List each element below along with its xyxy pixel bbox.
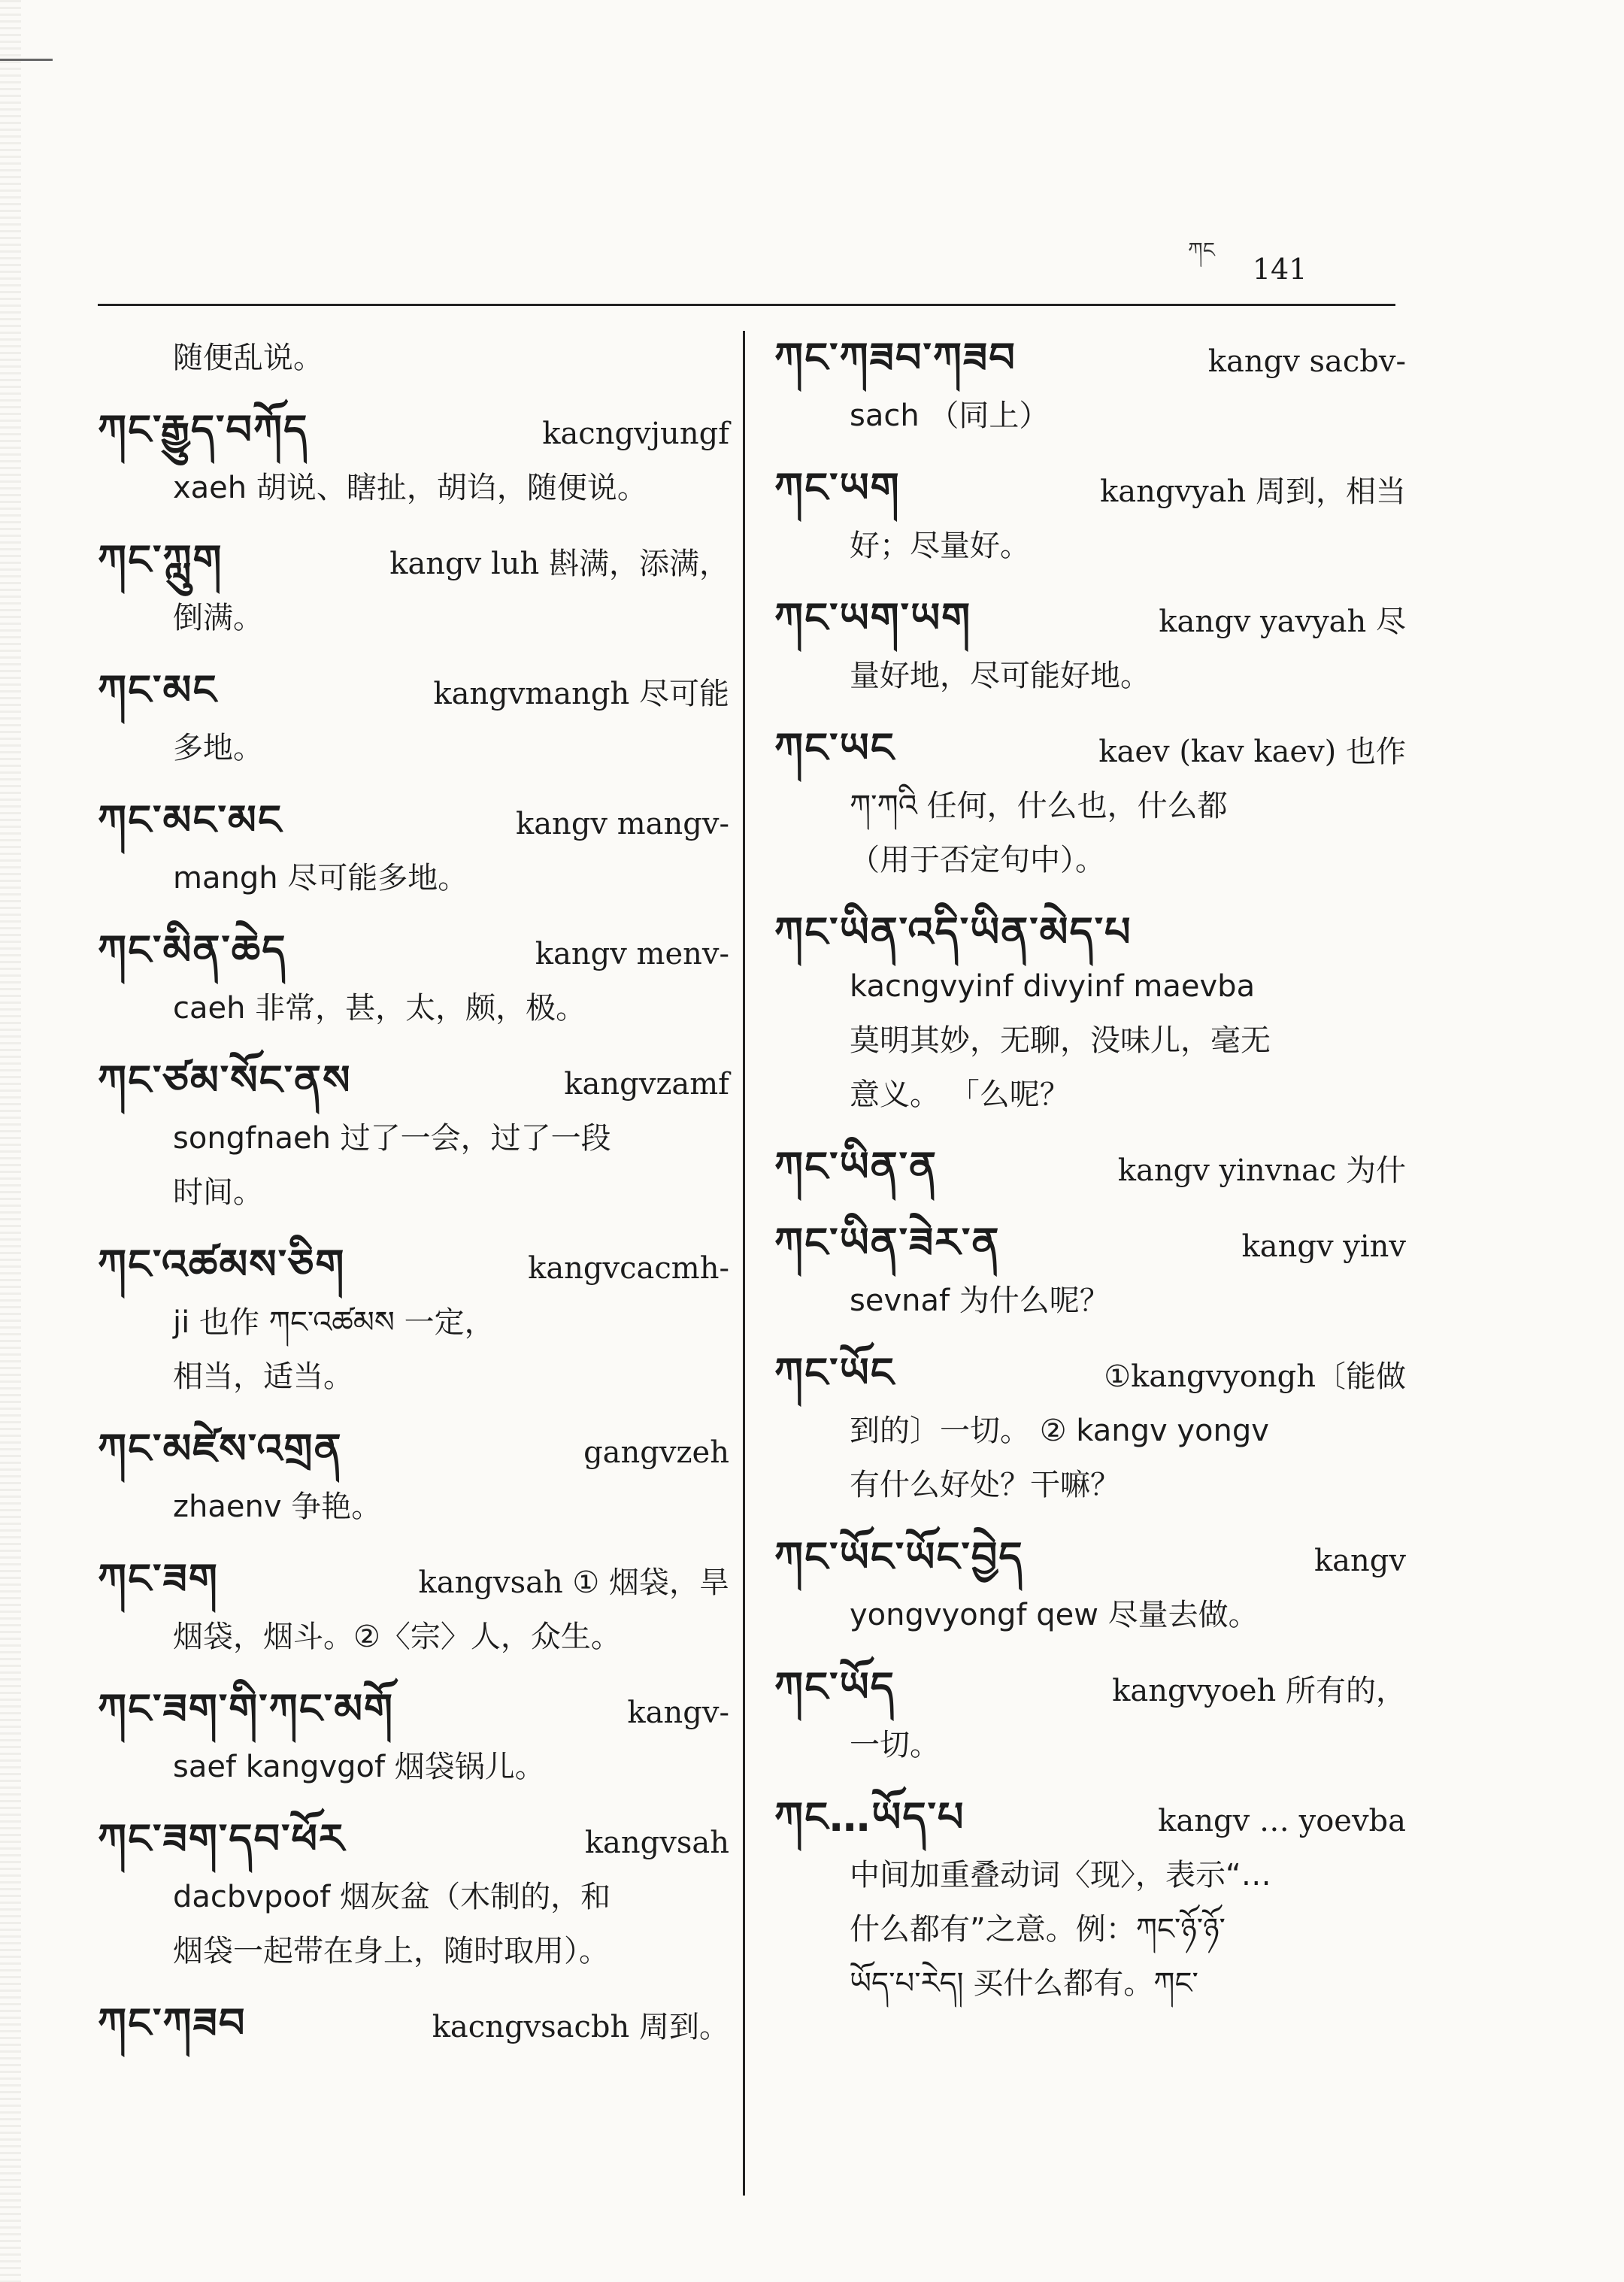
romanization: kangv yavyah 尽 xyxy=(1159,605,1406,639)
entry-headline xyxy=(774,1216,1406,1274)
romanization: kangv … yoevba xyxy=(1158,1804,1406,1838)
tibetan-headword: ཀང…ཡོད་པ xyxy=(774,1793,965,1841)
definition-line: 到的〕一切。 ② kangv yongv xyxy=(850,1414,1269,1448)
definition-line: saef kangvgof 烟袋锅儿。 xyxy=(173,1750,545,1784)
dictionary-entry xyxy=(98,793,729,905)
definition-line: caeh 非常，甚，太，颇，极。 xyxy=(173,991,586,1026)
romanization: kangv menv- xyxy=(535,937,729,971)
tibetan-headword: ཀང་ཟག་གི་ཀང་མགོ xyxy=(98,1685,395,1732)
romanization: ①kangvyongh〔能做 xyxy=(1104,1359,1406,1394)
entry-headline xyxy=(98,793,729,851)
definition-line: zhaenv 争艳。 xyxy=(173,1490,382,1524)
tibetan-headword: ཀང་ཡག་ཡག xyxy=(774,594,972,641)
dictionary-entry xyxy=(98,663,729,775)
dictionary-entry xyxy=(98,1053,729,1220)
tibetan-headword: ཀང་ཡག xyxy=(774,464,901,511)
entry-headline xyxy=(98,403,729,461)
entry-headline xyxy=(98,1552,729,1610)
tibetan-headword: ཀང་ཡོང xyxy=(774,1349,895,1396)
definition-line: 有什么好处？干嘛？ xyxy=(850,1468,1120,1502)
entry-headline xyxy=(98,923,729,981)
dictionary-entry xyxy=(774,1140,1406,1198)
romanization: kangvmangh 尽可能 xyxy=(433,677,729,711)
entry-headline xyxy=(98,1812,729,1870)
dictionary-entry xyxy=(98,1996,729,2054)
definition-line: yongvyongf qew 尽量去做。 xyxy=(850,1598,1259,1632)
dictionary-entry xyxy=(98,533,729,645)
dictionary-entry xyxy=(98,403,729,515)
tibetan-headword: ཀང་ཀླུག xyxy=(98,536,223,583)
definition-line: 时间。 xyxy=(173,1175,263,1210)
definition-line: （用于否定句中）。 xyxy=(850,843,1105,877)
entry-headline xyxy=(98,1238,729,1296)
tibetan-headword: ཀང་རྒྱུད་བཀོད xyxy=(98,406,309,453)
romanization: kangv luh 斟满，添满， xyxy=(389,547,729,581)
running-head xyxy=(1188,238,1376,286)
romanization: kacngvsacbh 周到。 xyxy=(432,2010,729,2044)
tibetan-headword: ཀང་མཛེས་འགྲན xyxy=(98,1425,343,1472)
dictionary-entry xyxy=(98,1552,729,1664)
romanization: kangvcacmh- xyxy=(528,1251,729,1286)
definition-line: 多地。 xyxy=(173,731,263,765)
entry-headline xyxy=(774,1346,1406,1404)
definition-line: 烟袋一起带在身上，随时取用）。 xyxy=(173,1934,609,1968)
dictionary-entry xyxy=(98,1238,729,1404)
romanization: kacngvjungf xyxy=(542,417,729,451)
definition-line: sevnaf 为什么呢？ xyxy=(850,1283,1110,1318)
tibetan-headword: ཀང་ཟག xyxy=(98,1555,219,1602)
romanization: kaev (kav kaev) 也作 xyxy=(1098,735,1406,769)
definition-line: ཀ་ཀའི 任何，什么也，什么都 xyxy=(850,789,1228,823)
entry-headline xyxy=(774,591,1406,649)
romanization: kangv sacbv- xyxy=(1207,344,1406,379)
definition-line: 倒满。 xyxy=(173,601,263,635)
romanization: kangvsah ① 烟袋，旱 xyxy=(418,1565,729,1600)
definition-line: 意义。 「么呢？ xyxy=(850,1077,1070,1112)
tibetan-headword: ཀང་ཀཟབ xyxy=(98,1999,247,2047)
dictionary-entry xyxy=(774,461,1406,573)
definition-line: songfnaeh 过了一会，过了一段 xyxy=(173,1121,611,1156)
definition-line: ji 也作 ཀང་འཚམས 一定， xyxy=(173,1305,495,1340)
definition-line: 量好地，尽可能好地。 xyxy=(850,659,1150,693)
definition-line: 中间加重叠动词〈现〉，表示“… xyxy=(850,1858,1271,1893)
romanization: kangvzamf xyxy=(564,1067,729,1102)
tibetan-headword: ཀང་ཡོད xyxy=(774,1663,895,1711)
left-column xyxy=(98,331,729,2072)
right-column xyxy=(774,331,1406,2029)
romanization: kangvyah 周到，相当 xyxy=(1100,474,1406,509)
definition-line: 莫明其妙，无聊，没味儿，毫无 xyxy=(850,1023,1271,1058)
dictionary-entry xyxy=(774,1530,1406,1642)
dictionary-entry xyxy=(774,331,1406,443)
dictionary-entry xyxy=(774,1346,1406,1512)
definition-line: kacngvyinf divyinf maevba xyxy=(850,969,1256,1004)
dictionary-entry xyxy=(774,591,1406,703)
tibetan-headword: ཀང་ཡོང་ཡོང་བྱེད xyxy=(774,1533,1024,1580)
romanization: kangv yinv xyxy=(1241,1229,1406,1264)
tibetan-headword: ཀང་འཚམས་ཅིག xyxy=(98,1241,346,1288)
tibetan-headword: ཀང་ཀཟབ་ཀཟབ xyxy=(774,334,1017,381)
column-divider xyxy=(743,331,745,2196)
entry-headline xyxy=(774,721,1406,779)
entry-headline xyxy=(98,533,729,591)
romanization: kangv- xyxy=(627,1696,729,1730)
dictionary-entry xyxy=(98,1422,729,1534)
tibetan-headword: ཀང་མང་མང xyxy=(98,796,283,844)
tibetan-headword: ཀང་མིན་ཆེད xyxy=(98,926,287,974)
entry-headline xyxy=(774,1530,1406,1588)
running-head-tibetan: ཀང xyxy=(1188,238,1215,262)
definition-line: 一切。 xyxy=(850,1728,940,1762)
definition-line: sach （同上） xyxy=(850,399,1050,433)
scan-edge-noise xyxy=(0,0,21,2282)
dictionary-entry xyxy=(98,1812,729,1978)
entry-headline xyxy=(774,461,1406,519)
tibetan-headword: ཀང་ཡང xyxy=(774,724,895,771)
entry-headline xyxy=(98,1053,729,1111)
entry-headline xyxy=(774,1790,1406,1848)
dictionary-entry xyxy=(98,1682,729,1794)
tibetan-headword: ཀང་ཡིན་འདི་ཡིན་མེད་པ xyxy=(774,908,1132,956)
dictionary-entry xyxy=(774,1216,1406,1328)
definition-line: 什么都有”之意。例：ཀང་ཉོ་ཉོ་ xyxy=(850,1912,1226,1947)
romanization: kangv mangv- xyxy=(515,807,729,841)
tibetan-headword: ཀང་ཡིན་ན xyxy=(774,1143,938,1190)
entry-headline xyxy=(774,1660,1406,1718)
definition-line: xaeh 胡说、瞎扯，胡诌，随便说。 xyxy=(173,471,647,505)
definition-line: mangh 尽可能多地。 xyxy=(173,861,468,896)
dictionary-entry xyxy=(774,1660,1406,1772)
page-number: 141 xyxy=(1252,253,1307,286)
romanization: kangv xyxy=(1313,1544,1406,1578)
tibetan-headword: ཀང་ཙམ་སོང་ནས xyxy=(98,1056,352,1104)
definition-line: 好；尽量好。 xyxy=(850,529,1030,563)
dictionary-entry xyxy=(98,923,729,1035)
definition-line: 烟袋，烟斗。②〈宗〉人，众生。 xyxy=(173,1620,621,1654)
definition-line: 相当，适当。 xyxy=(173,1359,353,1394)
entry-headline xyxy=(98,663,729,721)
scan-mark xyxy=(0,59,53,61)
header-rule xyxy=(98,304,1395,306)
tibetan-headword: ཀང་ཟག་དབ་ཕོར xyxy=(98,1815,346,1862)
entry-headline xyxy=(774,331,1406,389)
entry-headline xyxy=(98,1682,729,1740)
romanization: kangvsah xyxy=(584,1826,729,1860)
entry-headline xyxy=(774,905,1406,959)
entry-headline xyxy=(774,1140,1406,1198)
romanization: gangvzeh xyxy=(583,1435,729,1470)
dictionary-entry xyxy=(774,721,1406,887)
definition-line: ཡོད་པ་རེད། 买什么都有。ཀང་ xyxy=(850,1966,1198,2001)
tibetan-headword: ཀང་མང xyxy=(98,666,218,714)
definition-line: dacbvpoof 烟灰盆（木制的，和 xyxy=(173,1880,611,1914)
dictionary-entry xyxy=(774,905,1406,1122)
romanization: kangvyoeh 所有的， xyxy=(1112,1674,1406,1708)
dictionary-entry xyxy=(774,1790,1406,2011)
romanization: kangv yinvnac 为什 xyxy=(1117,1153,1406,1188)
tibetan-headword: ཀང་ཡིན་ཟེར་ན xyxy=(774,1219,1001,1266)
continuation-text: 随便乱说。 xyxy=(173,341,323,375)
entry-headline xyxy=(98,1996,729,2054)
entry-headline xyxy=(98,1422,729,1480)
